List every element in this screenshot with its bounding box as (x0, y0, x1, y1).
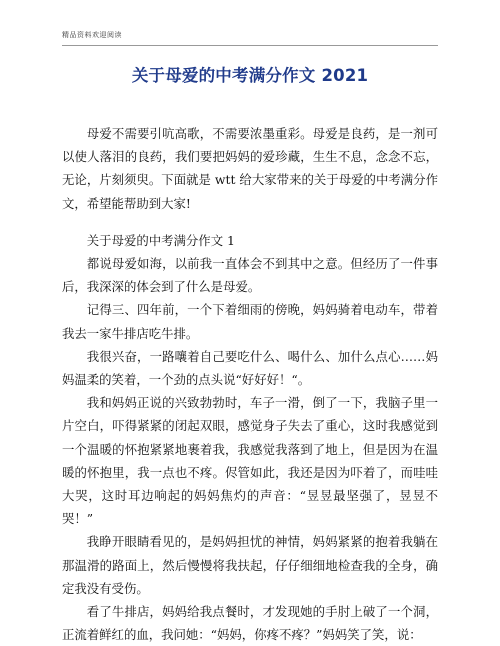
body-paragraph: 我很兴奋，一路嚷着自己要吃什么、喝什么、加什么点心……妈妈温柔的笑着，一个劲的点头说“好好好！“。 (62, 348, 438, 388)
document-body (62, 122, 438, 646)
page-header-text: 精品资料欢迎阅读 (62, 31, 122, 39)
section-title: 关于母爱的中考满分作文 1 (86, 232, 235, 248)
body-paragraph: 都说母爱如海，以前我一直体会不到其中之意。但经历了一件事后，我深深的体会到了什么是母爱。 (62, 256, 438, 295)
body-paragraph: 记得三、四年前，一个下着细雨的傍晚，妈妈骑着电动车，带着我去一家牛排店吃牛排。 (62, 302, 438, 341)
body-paragraph: 我睁开眼睛看见的，是妈妈担忧的神情，妈妈紧紧的抱着我躺在那温滑的路面上，然后慢慢将我扶起，仔仔细细地检查我的全身，确定我没有受伤。 (62, 534, 438, 596)
header-divider (62, 45, 438, 46)
intro-paragraph: 母爱不需要引吭高歌，不需要浓墨重彩。母爱是良药，是一剂可以使人落泪的良药，我们要把妈妈的爱珍藏，生生不息，念念不忘，无论，片刻须臾。下面就是 wtt 给大家带来的关于母爱的中考满分作文，希望能帮助到大家! (62, 126, 438, 211)
body-paragraph: 我和妈妈正说的兴致勃勃时，车子一滑，倒了一下，我脑子里一片空白，吓得紧紧的闭起双眼，感觉身子失去了重心，这时我感觉到一个温暖的怀抱紧紧地裹着我，我感觉我落到了地上，但是因为在温暖的怀抱里，我一点也不疼。侭管如此，我还是因为吓着了，而哇哇大哭，这时耳边响起的妈妈焦灼的声音：“昱昱最坚强了，昱昱不哭！” (62, 395, 438, 527)
document-title: 关于母爱的中考满分作文 2021 (131, 66, 369, 85)
body-paragraph: 看了牛排店，妈妈给我点餐时，才发现她的手肘上破了一个洞，正流着鲜红的血，我问她：“妈妈，你疼不疼？”妈妈笑了笑，说： (62, 604, 438, 643)
paragraph-gap (62, 215, 438, 229)
